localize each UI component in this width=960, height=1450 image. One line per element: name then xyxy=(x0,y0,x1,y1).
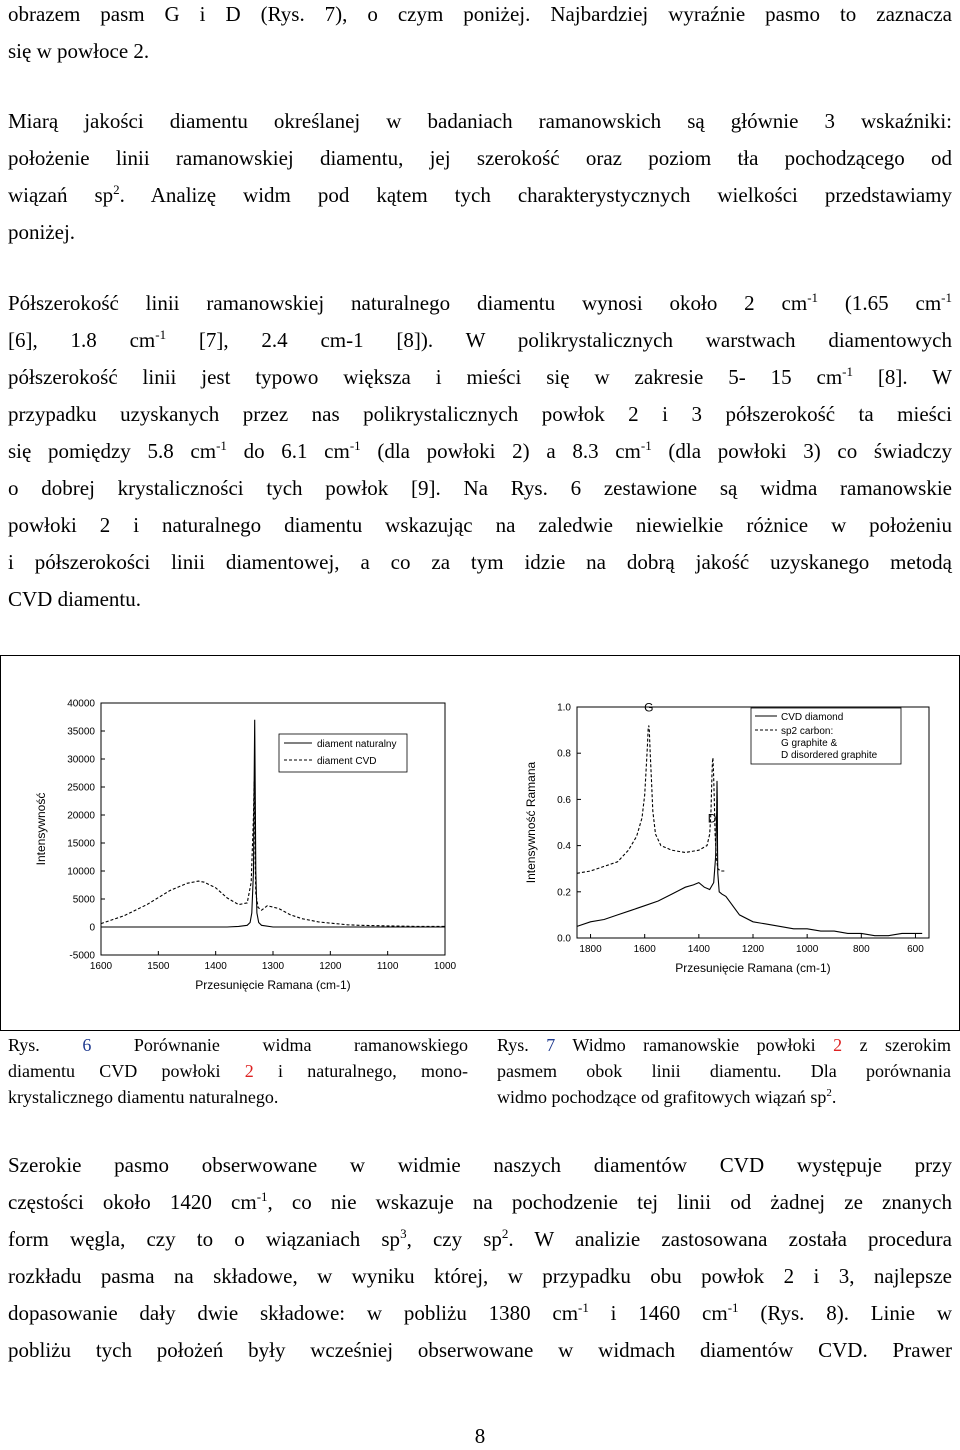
text-line: poniżej. xyxy=(8,220,76,244)
text-line: i półszerokości linii diamentowej, a co za tym idzie na dobrą jakość uzyskanego metodą xyxy=(8,550,952,574)
text-line: przypadku uzyskanych przez nas polikrystalicznych powłok 2 i 3 półszerokość ta mieści xyxy=(8,402,952,426)
y-tick-label: 25000 xyxy=(67,782,95,794)
text-line: się w powłoce 2. xyxy=(8,39,150,63)
raman-chart-fig7 xyxy=(479,656,959,1028)
paragraph-halfwidth xyxy=(8,285,952,618)
y-tick-label: 5000 xyxy=(72,894,95,906)
text-line: o dobrej krystaliczności tych powłok [9]. Na Rys. 6 zestawione są widma ramanowskie xyxy=(8,476,952,500)
text-line: Miarą jakości diamentu określanej w badaniach ramanowskich są głównie 3 wskaźniki: xyxy=(8,109,952,133)
text-line: się pomiędzy 5.8 $cm^{-1}$ do 6.1 $cm^{-1}$ (dla powłoki 2) a 8.3 $cm^{-1}$ (dla powłoki 3) co świadczy xyxy=(8,438,953,463)
x-axis-label: Przesunięcie Ramana (cm-1) xyxy=(675,961,831,975)
series-line-2 xyxy=(101,781,445,926)
paragraph-intro xyxy=(8,0,952,70)
x-tick-label: 1000 xyxy=(433,961,457,972)
y-tick-label: 0.0 xyxy=(557,933,571,945)
peak-annotation: G xyxy=(644,700,654,715)
x-tick-label: 1600 xyxy=(633,944,656,955)
paragraph-quality-indicators xyxy=(8,103,952,251)
x-tick-label: 1400 xyxy=(687,944,710,955)
x-tick-label: 1000 xyxy=(796,944,819,955)
text-line: obrazem pasm G i D (Rys. 7), o czym poniżej. Najbardziej wyraźnie pasmo to zaznacza xyxy=(8,2,952,26)
text-line: dopasowanie dały dwie składowe: w pobliżu 1380 $cm^{-1}$ i 1460 $cm^{-1}$ (Rys. 8). Linie w xyxy=(8,1300,952,1325)
y-tick-label: 1.0 xyxy=(557,702,571,714)
legend-label: CVD diamond xyxy=(781,712,844,723)
x-tick-label: 800 xyxy=(852,944,870,955)
text-line: [6], 1.8 $cm^{-1}$ [7], 2.4 cm-1 [8]). W polikrystalicznych warstwach diamentowych xyxy=(8,327,952,352)
x-tick-label: 1200 xyxy=(741,944,765,955)
text-line: CVD diamentu. xyxy=(8,587,141,611)
legend-label: diament naturalny xyxy=(317,739,397,750)
figure-panel xyxy=(0,655,960,1031)
raman-chart-fig6 xyxy=(1,656,476,1028)
y-tick-label: 30000 xyxy=(67,754,95,766)
y-tick-label: 10000 xyxy=(67,866,95,878)
x-axis-label: Przesunięcie Ramana (cm-1) xyxy=(195,978,351,992)
y-tick-label: 40000 xyxy=(67,698,95,710)
y-tick-label: 0.8 xyxy=(557,748,571,760)
y-tick-label: 0.6 xyxy=(557,794,571,806)
text-line: pobliżu tych położeń były wcześniej obserwowane w widmach diamentów CVD. Prawer xyxy=(8,1338,952,1362)
x-tick-label: 1600 xyxy=(89,961,113,972)
text-line: częstości około 1420 $cm^{-1}$, co nie wskazuje na pochodzenie tej linii od żadnej ze znanych xyxy=(8,1189,952,1214)
x-tick-label: 1500 xyxy=(147,961,170,972)
text-line: rozkładu pasma na składowe, w wyniku której, w przypadku obu powłok 2 i 3, najlepsze xyxy=(8,1264,952,1288)
text-line: form węgla, czy to o wiązaniach $sp^3$, czy $sp^2$. W analizie zastosowana została procedura xyxy=(8,1226,952,1251)
x-tick-label: 1400 xyxy=(204,961,227,972)
y-tick-label: 0.2 xyxy=(557,887,571,899)
series-line-2 xyxy=(577,726,726,874)
y-axis-label: Intensywność Ramana xyxy=(524,761,538,884)
y-tick-label: 35000 xyxy=(67,726,95,738)
y-axis-label: Intensywność xyxy=(34,792,48,866)
figure-caption-6: Rys. 6 Porównanie widma ramanowskiego diamentu CVD powłoki 2 i naturalnego, mono- krystalicznego diamentu naturalnego. xyxy=(8,1035,468,1107)
figure-caption-7: Rys. 7 Widmo ramanowskie powłoki 2 z szerokim pasmem obok linii diamentu. Dla porównania widmo pochodzące od grafitowych wiązań $sp^2$. xyxy=(497,1035,952,1107)
peak-annotation: D xyxy=(707,811,717,826)
paragraph-broad-band xyxy=(8,1147,952,1369)
y-tick-label: 20000 xyxy=(67,810,95,822)
text-line: półszerokość linii jest typowo większa i mieści się w zakresie 5- 15 $cm^{-1}$ [8]. W xyxy=(8,364,952,389)
legend-label: diament CVD xyxy=(317,756,377,767)
text-line: powłoki 2 i naturalnego diamentu wskazując na zaledwie niewielkie różnice w położeniu xyxy=(8,513,952,537)
text-line: położenie linii ramanowskiej diamentu, jej szerokość oraz poziom tła pochodzącego od xyxy=(8,146,952,170)
text-line: Półszerokość linii ramanowskiej naturalnego diamentu wynosi około 2 $cm^{-1}$ (1.65 $cm^{-1}$ xyxy=(8,290,952,315)
series-line-1 xyxy=(577,781,922,936)
y-tick-label: -5000 xyxy=(69,950,95,962)
x-tick-label: 600 xyxy=(907,944,924,955)
y-tick-label: 0 xyxy=(89,922,95,934)
text-line: wiązań $sp^2$. Analizę widm pod kątem tych charakterystycznych wielkości przedstawiamy xyxy=(8,182,952,207)
x-tick-label: 1300 xyxy=(261,961,285,972)
y-tick-label: 15000 xyxy=(67,838,95,850)
legend-label-line: D disordered graphite xyxy=(781,750,878,761)
y-tick-label: 0.4 xyxy=(557,841,571,853)
legend-label-line: G graphite & xyxy=(781,738,838,749)
page-number: 8 xyxy=(474,1424,486,1448)
x-tick-label: 1100 xyxy=(376,961,399,972)
legend-label-line: sp2 carbon: xyxy=(781,726,834,737)
x-tick-label: 1200 xyxy=(319,961,342,972)
text-line: Szerokie pasmo obserwowane w widmie naszych diamentów CVD występuje przy xyxy=(8,1153,952,1177)
x-tick-label: 1800 xyxy=(579,944,602,955)
